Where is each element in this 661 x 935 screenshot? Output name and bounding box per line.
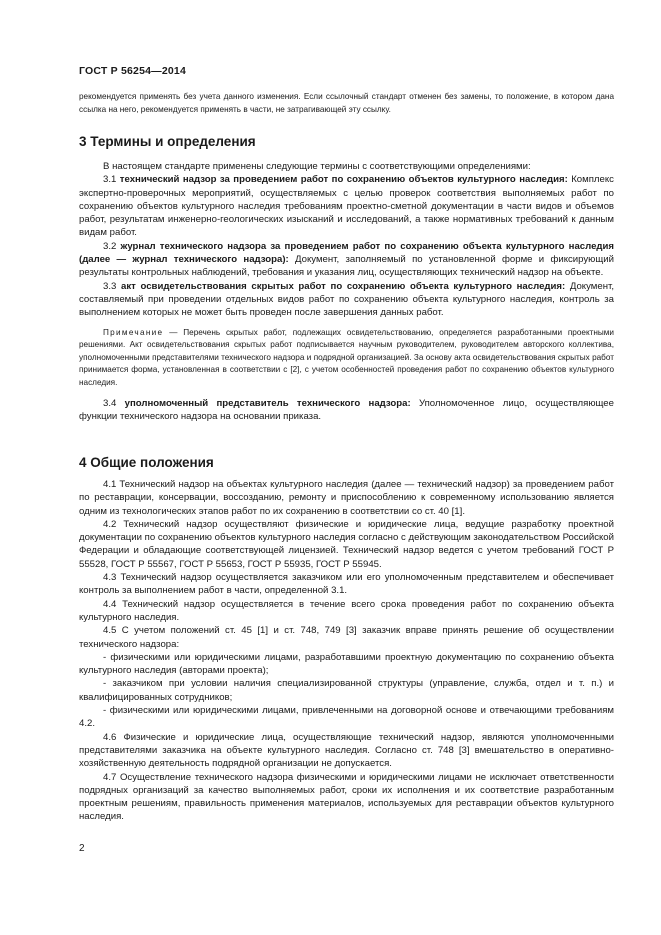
section-4-heading: 4 Общие положения — [79, 455, 214, 470]
para-4-3: 4.3 Технический надзор осуществляется заказчиком или его уполномоченным представителем и обеспечивает контроль за выполнением работ в части, определенной 3.1. — [79, 572, 614, 597]
para-4-2: 4.2 Технический надзор осуществляют физические и юридические лица, ведущие разработку проектной документации по сохранению объектов культурного наследия согласно с действующим законодательством Российской Федерации и обладающие соответствующей лицензией. Технический надзор ведется с учетом требований ГОСТ Р 55528, ГОСТ Р 55567, ГОСТ Р 55653, ГОСТ Р 55935, ГОСТ Р 55945. — [79, 518, 614, 570]
para-4-4: 4.4 Технический надзор осуществляется в течение всего срока проведения работ по сохранению объекта культурного наследия. — [79, 598, 614, 623]
note-3-3: Примечание — Перечень скрытых работ, подлежащих освидетельствованию, определяется разработанными проектными решениями. Акт освидетельствования скрытых работ подписывается научным руководителем, руководителем авторского коллектива, уполномоченными представителями технического надзора и подрядной организацией. За основу акта освидетельствования скрытых работ принимается форма, установленная в соответствии с [2], с учетом особенностей проведения работ по сохранению объектов культурного наследия. — [79, 327, 614, 387]
term-3-3: 3.3 акт освидетельствования скрытых работ по сохранению объекта культурного наследия: Документ, составляемый при проведении отдельных видов работ по сохранению объекта культурного наследия, контроль за выполнением которых не может быть проведен после завершения данных работ. — [79, 280, 615, 319]
list-item: - заказчиком при условии наличия специализированной структуры (управление, служба, отдел и т. п.) и квалифицированных сотрудников; — [79, 678, 614, 703]
para-4-1: 4.1 Технический надзор на объектах культурного наследия (далее — технический надзор) за проведением работ по реставрации, консервации, воссозданию, ремонту и приспособлению к современному использованию является одним из технологических этапов работ по их сохранению в соответствии со ст. 40 [1]. — [79, 479, 614, 517]
term-3-1: 3.1 технический надзор за проведением работ по сохранению объектов культурного наследия: Комплекс экспертно-проверочных мероприятий, осуществляемых с целью проверок соответствия выполняемых работ по сохранению объектов культурного наследия требованиям проектно-сметной документации в части видов и объемов работ, результатам инженерно-геологических изысканий и исследований, а также нормативных требований к данным видам работ. — [79, 174, 614, 239]
para-4-7: 4.7 Осуществление технического надзора физическими и юридическими лицами не исключает ответственности подрядных организаций за качество выполняемых работ, сроки их исполнения и их соответствие разработанным проектным решениям, правильность применения материалов, используемых для реставрации объектов культурного наследия. — [79, 771, 614, 823]
page-number: 2 — [79, 843, 85, 854]
section-3-lead: В настоящем стандарте применены следующие термины с соответствующими определениями: — [103, 161, 531, 172]
note-label: Примечание — [103, 327, 164, 337]
intro-paragraph: рекомендуется применять без учета данного изменения. Если ссылочный стандарт отменен без замены, то положение, в котором дана ссылка на него, рекомендуется применять в части, не затрагивающей эту ссылку. — [79, 92, 614, 114]
term-3-2: 3.2 журнал технического надзора за проведением работ по сохранению объекта культурного наследия (далее — журнал технического надзора): Документ, заполняемый по установленной форме и фиксирующий результаты контрольных наблюдений, требования и указания лиц, осуществляющих технический надзор на объекте. — [79, 240, 615, 279]
term-3-4: 3.4 уполномоченный представитель технического надзора: Уполномоченное лицо, осуществляющее функции технического надзора на основании приказа. — [79, 397, 614, 422]
para-4-6: 4.6 Физические и юридические лица, осуществляющие технический надзор, являются уполномоченными представителями заказчика на объекте культурного наследия. Согласно ст. 748 [3] вмешательство в оперативно-хозяйственную деятельность подрядной организации не допускается. — [79, 731, 614, 770]
list-item: - физическими или юридическими лицами, привлеченными на договорной основе и отвечающими требованиям 4.2. — [79, 705, 614, 730]
para-4-5: 4.5 С учетом положений ст. 45 [1] и ст. 748, 749 [3] заказчик вправе принять решение об осуществлении технического надзора: — [79, 625, 614, 650]
list-item: - физическими или юридическими лицами, разработавшими проектную документацию по сохранению объекта культурного наследия (авторами проекта); — [79, 651, 614, 677]
section-4-body — [79, 478, 614, 824]
document-header: ГОСТ Р 56254—2014 — [79, 65, 187, 77]
section-3-heading: 3 Термины и определения — [79, 134, 256, 149]
section-3-body — [79, 160, 614, 423]
